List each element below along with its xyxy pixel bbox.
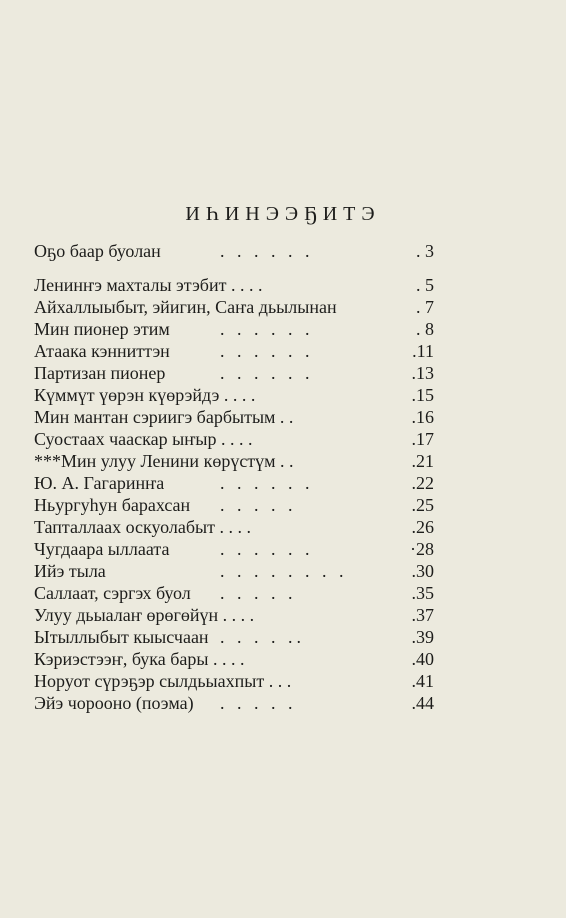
toc-entry-page: .16 [411,407,434,427]
toc-entry [34,582,434,604]
toc-entry [34,560,434,582]
toc-entry-title: Тапталлаах оскуолабыт . . . . [34,517,251,537]
toc-entry [34,318,434,340]
toc-leader-dots: . . . . . . [220,363,314,383]
toc-entry [34,274,434,296]
toc-entry-page: .11 [412,341,434,361]
toc-entry [34,362,434,384]
toc-entry-page: .17 [411,429,434,449]
toc-entry-page: .35 [411,583,434,603]
toc-entry-page: .21 [411,451,434,471]
toc-entry-title: Ленинҥэ махталы этэбит . . . . [34,275,263,295]
toc-entry-title: Оҕо баар буолан [34,241,161,261]
toc-entry-title: Ньургуһун барахсан [34,495,191,515]
toc-entry-title: Атаака кэнниттэн [34,341,170,361]
toc-entry [34,604,434,626]
toc-entry [34,670,434,692]
toc-entry-page: .41 [411,671,434,691]
toc-entry-page: .37 [411,605,434,625]
toc-entry-title: Эйэ чорооно (поэма) [34,693,194,713]
toc-entry-page: .40 [411,649,434,669]
toc-entry-title: Норуот сүрэҕэр сылдьыахпыт . . . [34,671,292,691]
toc-entry [34,692,434,714]
toc-entry-page: .22 [411,473,434,493]
toc-entry-title: Айхаллыыбыт, эйигин, Саҥа дьылынан [34,297,337,317]
toc-entry-page: .15 [411,385,434,405]
toc-entry-title: Мин мантан сэриигэ барбытым . . [34,407,294,427]
page-title: ИҺИНЭЭҔИТЭ [185,203,381,225]
toc-entry [34,340,434,362]
toc-entry [34,296,434,318]
toc-entry-title: Күммүт үөрэн күөрэйдэ . . . . [34,385,256,405]
toc-entry-title: Мин пионер этим [34,319,170,339]
toc-entry-page: .26 [411,517,434,537]
toc-entry [34,494,434,516]
toc-entry [34,384,434,406]
toc-entry-title: Партизан пионер [34,363,166,383]
toc-leader-dots: . . . . . [220,693,297,713]
toc-entry-page: .25 [411,495,434,515]
toc-leader-dots: . . . . .. [220,627,305,647]
toc-entry [34,516,434,538]
toc-entry [34,472,434,494]
toc-entry-page: . 5 [416,275,434,295]
toc-entry [34,648,434,670]
toc-entry-page: .13 [411,363,434,383]
toc-entry-page: ·28 [410,539,434,559]
toc-leader-dots: . . . . . [220,495,297,515]
toc-entry-title: Ийэ тыла [34,561,106,581]
toc-entry-title: Ытыллыбыт кыысчаан [34,627,209,647]
toc-entry [34,626,434,648]
toc-entry [34,538,434,560]
toc-leader-dots: . . . . . . [220,241,314,261]
toc-leader-dots: . . . . . . [220,319,314,339]
toc-entry-title: Саллаат, сэргэх буол [34,583,191,603]
toc-entry [34,406,434,428]
toc-entry-page: . 3 [416,241,434,261]
toc-entry-title: ***Мин улуу Ленини көрүстүм . . [34,451,294,471]
toc-entry-title: Суостаах чааскар ыҥыр . . . . [34,429,253,449]
toc-entry [34,428,434,450]
toc-entry-title: Чугдаара ыллаата [34,539,170,559]
toc-entry-title: Кэриэстээҥ, бука бары . . . . [34,649,245,669]
toc-entry-page: . 8 [416,319,434,339]
toc-entry [34,450,434,472]
toc-entry [34,240,434,262]
toc-leader-dots: . . . . . . [220,473,314,493]
toc-entry-page: .30 [411,561,434,581]
toc-leader-dots: . . . . . . [220,539,314,559]
toc-entry-page: . 7 [416,297,434,317]
toc-entry-title: Улуу дьыалаҥ өрөгөйүн . . . . [34,605,255,625]
toc-entry-title: Ю. А. Гагаринҥа [34,473,165,493]
toc-entry-page: .44 [411,693,434,713]
toc-leader-dots: . . . . . . [220,341,314,361]
toc-entry-page: .39 [411,627,434,647]
toc-leader-dots: . . . . . [220,583,297,603]
toc-leader-dots: . . . . . . . . [220,561,348,581]
